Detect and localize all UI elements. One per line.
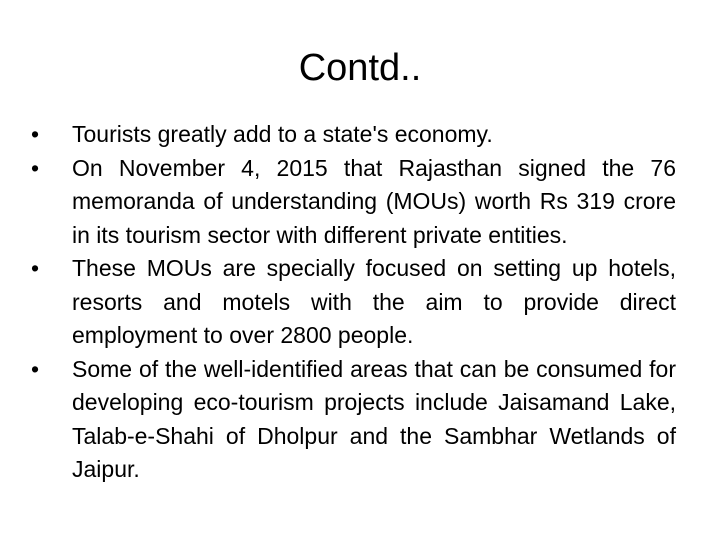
bullet-item [31,353,676,487]
bullet-text: Tourists greatly add to a state's economy. [72,121,493,147]
bullet-item [31,252,676,353]
bullet-text: Some of the well-identified areas that can be consumed for developing eco-tourism projects include Jaisamand Lake, Talab-e-Shahi of Dholpur and the Sambhar Wetlands of Jaipur. [72,355,676,482]
bullet-dot-icon: • [31,355,40,382]
bullet-text: These MOUs are specially focused on setting up hotels, resorts and motels with the aim to provide direct employment to over 2800 people. [72,255,676,348]
bullet-dot-icon: • [31,121,40,147]
bullet-dot-icon: • [31,255,40,281]
bullet-item [31,118,676,152]
bullet-text: On November 4, 2015 that Rajasthan signed the 76 memoranda of understanding (MOUs) worth Rs 319 crore in its tourism sector with different private entities. [72,154,676,248]
slide-title: Contd.. [298,47,422,89]
bullet-list [31,118,676,487]
bullet-dot-icon: • [31,154,40,181]
bullet-item [31,152,676,253]
